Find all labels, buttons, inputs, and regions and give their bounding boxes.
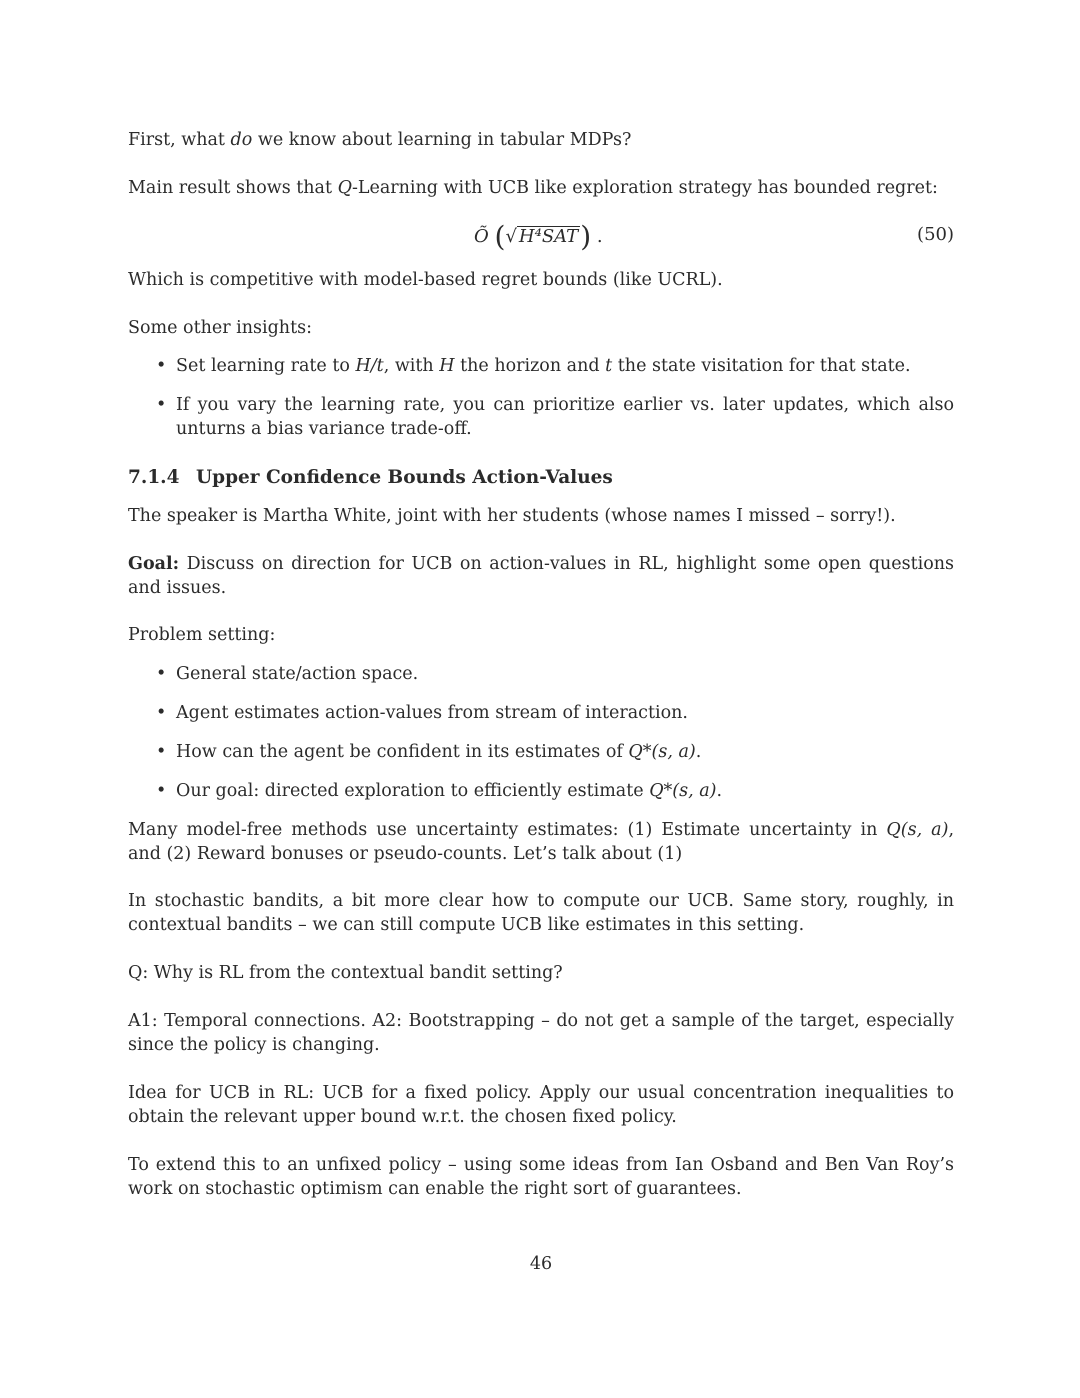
emphasis-do: do <box>230 130 253 150</box>
text-run: . <box>695 742 702 762</box>
section-heading <box>128 467 613 488</box>
bullet-icon: • <box>156 356 167 376</box>
text-run: Set learning rate to <box>176 356 356 376</box>
paragraph-answers: A1: Temporal connections. A2: Bootstrapping – do not get a sample of the target, especially since the policy is changing. <box>128 1011 954 1055</box>
text-run: the state visitation for that state. <box>612 356 911 376</box>
paragraph-competitive: Which is competitive with model-based regret bounds (like UCRL). <box>128 270 723 290</box>
paragraph-intro-question <box>128 128 954 152</box>
section-title: Upper Confidence Bounds Action-Values <box>196 467 613 488</box>
math-t: t <box>605 356 613 376</box>
text-run: , with <box>383 356 440 376</box>
bullet-icon: • <box>156 781 167 801</box>
math-q-star: Q*(s, a) <box>649 781 717 801</box>
bullet-icon: • <box>156 395 167 415</box>
page-number: 46 <box>529 1254 553 1274</box>
equation-number: (50) <box>917 224 954 245</box>
list-item-text: Agent estimates action-values from stream of interaction. <box>176 703 688 723</box>
list-item-confident <box>156 740 954 764</box>
math-h: H <box>439 356 455 376</box>
paragraph-extend: To extend this to an unfixed policy – using some ideas from Ian Osband and Ben Van Roy’s work on stochastic optimism can enable the right sort of guarantees. <box>128 1155 954 1199</box>
math-h-over-t: H/t <box>355 356 384 376</box>
paragraph-speaker: The speaker is Martha White, joint with her students (whose names I missed – sorry!). <box>128 506 896 526</box>
sqrt-sign: √ <box>505 226 517 247</box>
text-run: we know about learning in tabular MDPs? <box>252 130 632 150</box>
bullet-icon: • <box>156 664 167 684</box>
paragraph-ucb-idea: Idea for UCB in RL: UCB for a fixed policy. Apply our usual concentration inequalities to obtain the relevant upper bound w.r.t. the chosen fixed policy. <box>128 1083 954 1127</box>
text-run: , and (2) Reward bonuses or pseudo-counts. Let’s talk about (1) <box>128 820 955 864</box>
equation-period: . <box>596 226 603 247</box>
list-item-learning-rate <box>156 354 954 378</box>
left-paren: ( <box>494 220 506 253</box>
text-run: First, what <box>128 130 231 150</box>
bullet-icon: • <box>156 742 167 762</box>
sqrt-argument: H⁴SAT <box>518 226 579 247</box>
text-run: Our goal: directed exploration to efficiently estimate <box>176 781 650 801</box>
math-q: Q <box>337 178 352 198</box>
paragraph-stochastic-bandits: In stochastic bandits, a bit more clear how to compute our UCB. Same story, roughly, in contextual bandits – we can still compute UCB like estimates in this setting. <box>128 891 954 935</box>
text-run: Many model-free methods use uncertainty estimates: (1) Estimate uncertainty in <box>128 820 887 840</box>
section-number: 7.1.4 <box>128 467 180 488</box>
math-q-star: Q*(s, a) <box>628 742 696 762</box>
text-run: How can the agent be confident in its estimates of <box>176 742 629 762</box>
paper-page <box>128 0 954 1398</box>
paragraph-problem-setting: Problem setting: <box>128 625 276 645</box>
text-run: the horizon and <box>454 356 606 376</box>
paragraph-model-free <box>128 818 954 866</box>
list-item-agent-estimates <box>156 701 954 725</box>
big-o-tilde: Õ <box>474 226 489 247</box>
equation-body <box>474 220 603 253</box>
list-item-text: If you vary the learning rate, you can prioritize earlier vs. later updates, which also unturns a bias variance trade-off. <box>176 395 954 439</box>
paragraph-insights: Some other insights: <box>128 318 312 338</box>
text-run: . <box>716 781 723 801</box>
list-item-vary-rate <box>156 393 954 441</box>
list-item-text: General state/action space. <box>176 664 419 684</box>
text-run: -Learning with UCB like exploration strategy has bounded regret: <box>351 178 938 198</box>
equation-50 <box>128 216 954 256</box>
text-run: Main result shows that <box>128 178 338 198</box>
math-q-s-a: Q(s, a) <box>886 820 949 840</box>
bullet-icon: • <box>156 703 167 723</box>
list-item-our-goal <box>156 779 954 803</box>
text-run: Discuss on direction for UCB on action-values in RL, highlight some open questions and issues. <box>128 554 954 598</box>
paragraph-main-result <box>128 176 954 200</box>
list-item-state-action-space <box>156 662 954 686</box>
goal-label: Goal: <box>128 554 180 574</box>
paragraph-question: Q: Why is RL from the contextual bandit setting? <box>128 963 563 983</box>
right-paren: ) <box>580 220 592 253</box>
paragraph-goal <box>128 552 954 600</box>
